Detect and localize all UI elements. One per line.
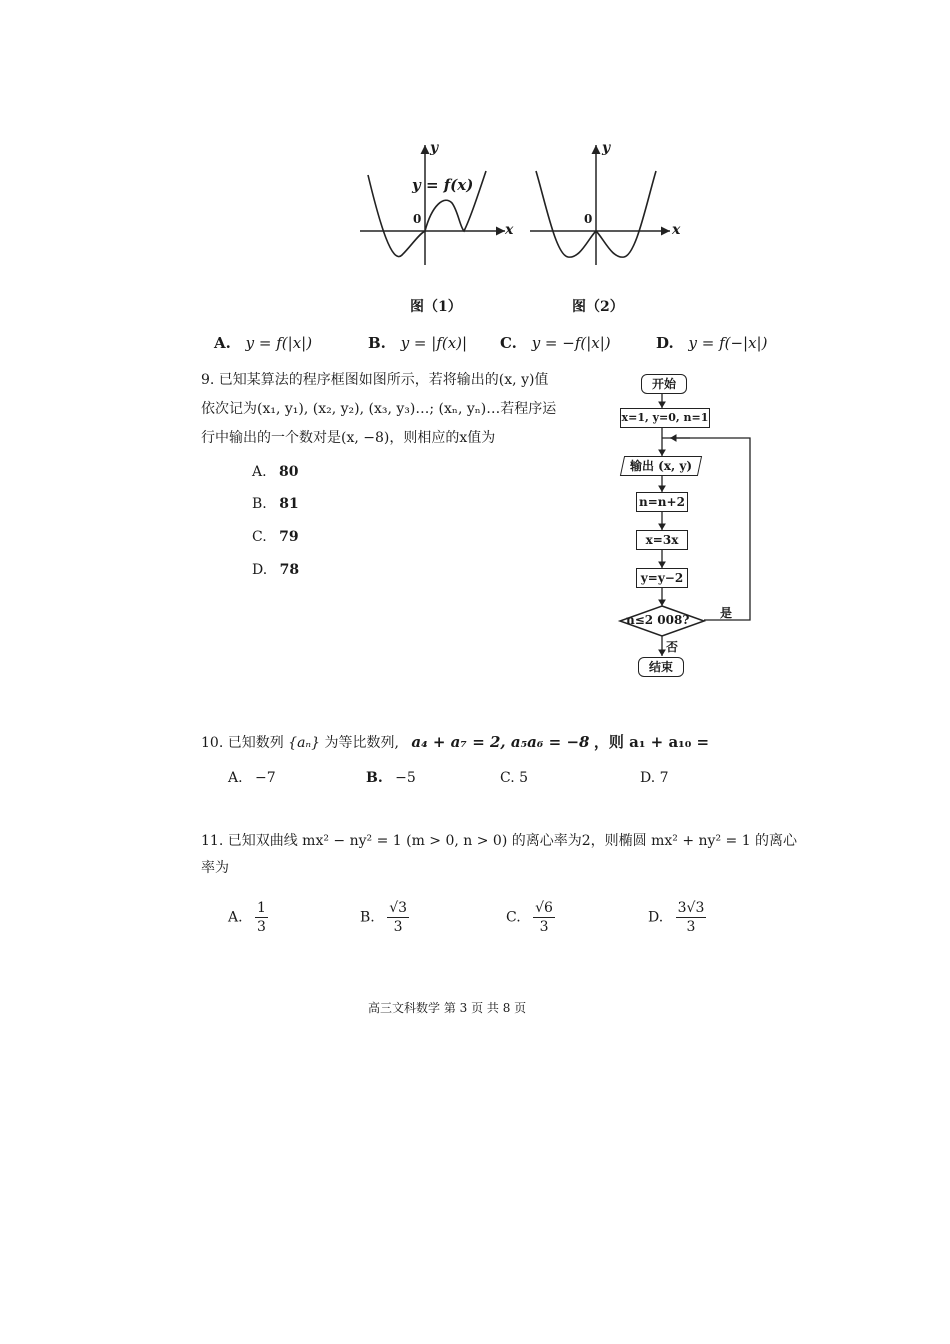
q9-option-d[interactable]: D. 78 (252, 562, 300, 578)
flowchart-init: x=1, y=0, n=1 (620, 408, 710, 428)
q11-stem-line-2: 率为 (201, 860, 229, 876)
flowchart-end: 结束 (638, 657, 684, 677)
fig1-origin: 0 (413, 212, 422, 226)
q9-stem-line-1: 9. 已知某算法的程序框图如图所示，若将输出的(x, y)值 (201, 372, 549, 388)
q9-stem-line-3: 行中输出的一个数对是(x, −8)，则相应的x值为 (201, 430, 496, 446)
q9-option-b[interactable]: B. 81 (252, 496, 299, 512)
q8-option-c[interactable]: C. y = −f(|x|) (500, 334, 611, 352)
q8-option-a[interactable]: A. y = f(|x|) (214, 334, 313, 352)
graph-figure-2 (530, 145, 670, 265)
fig2-caption: 图（2） (572, 299, 624, 315)
q10-option-d[interactable]: D. 7 (640, 770, 669, 786)
q11-stem-line-1: 11. 已知双曲线 mx² − ny² = 1 (m > 0, n > 0) 的离心率为2，则椭圆 mx² + ny² = 1 的离心 (201, 833, 798, 849)
flowchart-yes-label: 是 (720, 606, 733, 620)
fig1-y-label: y (430, 140, 439, 156)
flowchart-condition: n≤2 008? (626, 613, 690, 627)
q11-option-a-fraction: $\frac{1}{3}$ (257, 900, 266, 935)
q9-option-c[interactable]: C. 79 (252, 529, 299, 545)
flowchart-output: 输出 (x, y) (620, 456, 702, 476)
flowchart-no-label: 否 (666, 640, 679, 654)
q9-option-a[interactable]: A. 80 (252, 464, 299, 480)
q11-option-d[interactable]: D. $\frac{3√3}{3}$ (648, 900, 705, 935)
q11-option-b[interactable]: B. $\frac{√3}{3}$ (360, 900, 408, 935)
q11-option-d-fraction: $\frac{3√3}{3}$ (677, 900, 705, 935)
q11-option-c[interactable]: C. $\frac{√6}{3}$ (506, 900, 553, 935)
q11-option-b-fraction: $\frac{√3}{3}$ (389, 900, 408, 935)
q11-option-a[interactable]: A. $\frac{1}{3}$ (228, 900, 266, 935)
q8-option-d[interactable]: D. y = f(−|x|) (656, 334, 768, 352)
fig2-x-label: x (672, 222, 681, 238)
fig2-origin: 0 (584, 212, 593, 226)
flowchart-step-y: y=y−2 (636, 568, 688, 588)
q8-option-b[interactable]: B. y = |f(x)| (368, 334, 468, 352)
function-graphs (340, 135, 700, 275)
q10-stem: 10. 已知数列 {aₙ} 为等比数列, a₄ + a₇ = 2, a₅a₆ = −8 ，则 a₁ + a₁₀ = (201, 733, 710, 751)
fig1-x-label: x (505, 222, 514, 238)
q10-option-b[interactable]: B. −5 (366, 770, 416, 786)
fig2-y-label: y (602, 140, 611, 156)
q11-option-c-fraction: $\frac{√6}{3}$ (535, 900, 553, 935)
page-footer: 高三文科数学 第 3 页 共 8 页 (368, 1001, 527, 1015)
fig1-function-label: y = f(x) (412, 176, 474, 194)
graph-figure-1 (360, 145, 505, 265)
q9-stem-line-2: 依次记为(x₁, y₁), (x₂, y₂), (x₃, y₃)…; (xₙ, yₙ)…若程序运 (201, 401, 557, 417)
flowchart-step-x: x=3x (636, 530, 688, 550)
flowchart-step-n: n=n+2 (636, 492, 688, 512)
q10-option-a[interactable]: A. −7 (228, 770, 276, 786)
flowchart-start: 开始 (641, 374, 687, 394)
fig1-caption: 图（1） (410, 299, 462, 315)
q10-option-c[interactable]: C. 5 (500, 770, 529, 786)
